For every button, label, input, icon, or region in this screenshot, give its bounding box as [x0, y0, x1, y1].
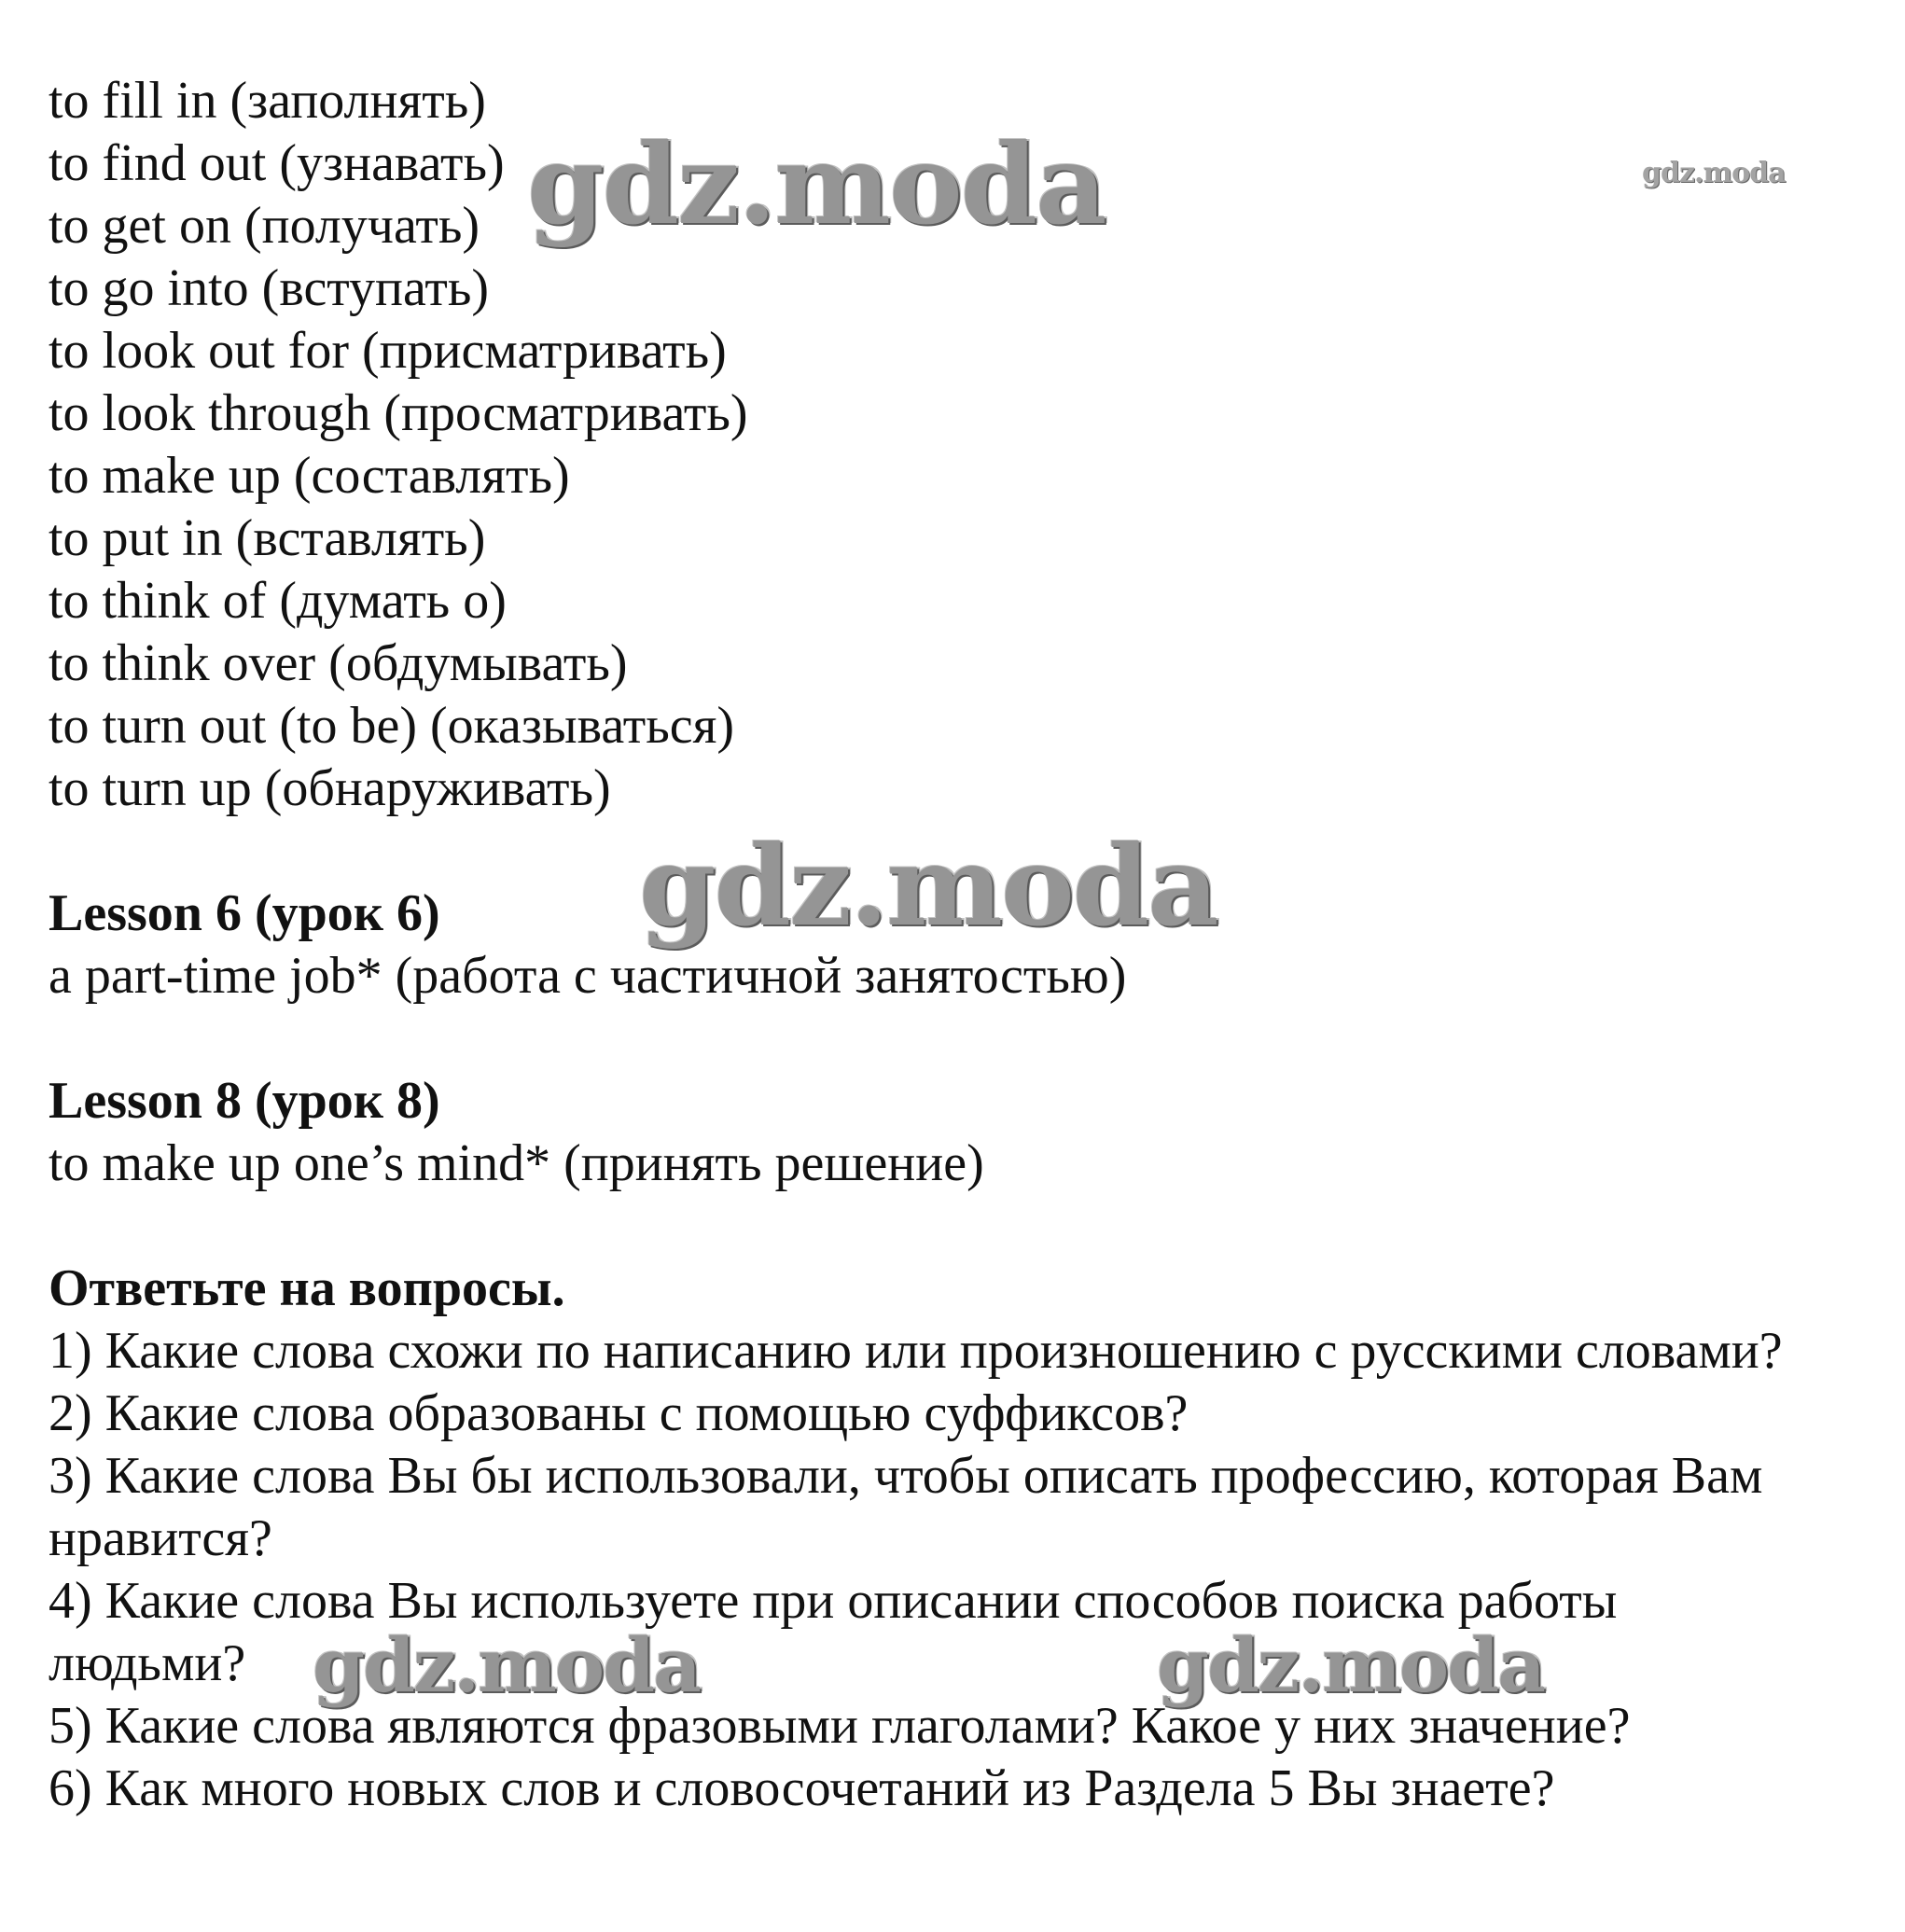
- spacer: [49, 1008, 1877, 1070]
- vocab-line: to make up (составлять): [49, 447, 570, 505]
- lesson-8-section: [49, 1070, 1877, 1195]
- questions-heading: Ответьте на вопросы.: [49, 1259, 565, 1317]
- watermark-logo: gdz.moda: [313, 1621, 700, 1709]
- vocab-line: to turn out (to be) (оказываться): [49, 697, 735, 755]
- spacer: [49, 1195, 1877, 1258]
- vocab-line: to fill in (заполнять): [49, 72, 486, 130]
- vocab-line: to go into (вступать): [49, 259, 490, 317]
- watermark-logo: gdz.moda: [527, 119, 1105, 249]
- question-line: 4) Какие слова Вы используете при описании способов поиска работы: [49, 1572, 1618, 1630]
- question-line: 1) Какие слова схожи по написанию или произношению с русскими словами?: [49, 1322, 1783, 1380]
- question-line: 5) Какие слова являются фразовыми глаголами? Какое у них значение?: [49, 1697, 1631, 1755]
- lesson-8-heading: Lesson 8 (урок 8): [49, 1072, 440, 1130]
- watermark-logo: gdz.moda: [1157, 1621, 1544, 1709]
- question-line: нравится?: [49, 1509, 272, 1567]
- watermark-logo: gdz.moda: [1642, 157, 1786, 189]
- vocab-line: to find out (узнавать): [49, 134, 505, 192]
- vocab-line: to get on (получать): [49, 197, 480, 255]
- question-line: людьми?: [49, 1634, 246, 1692]
- vocab-line: to look through (просматривать): [49, 384, 748, 442]
- vocab-line: to look out for (присматривать): [49, 322, 727, 380]
- vocab-line: to think of (думать о): [49, 572, 507, 630]
- vocab-line: to make up one’s mind* (принять решение): [49, 1134, 984, 1192]
- question-line: 6) Как много новых слов и словосочетаний из Раздела 5 Вы знаете?: [49, 1759, 1555, 1817]
- vocab-line: to put in (вставлять): [49, 509, 486, 567]
- vocab-line: a part-time job* (работа с частичной занятостью): [49, 947, 1127, 1005]
- questions-section: [49, 1258, 1877, 1820]
- watermark-logo: gdz.moda: [639, 821, 1217, 951]
- vocab-line: to think over (обдумывать): [49, 634, 628, 692]
- question-line: 3) Какие слова Вы бы использовали, чтобы описать профессию, которая Вам: [49, 1447, 1763, 1505]
- vocab-line: to turn up (обнаруживать): [49, 759, 611, 817]
- question-line: 2) Какие слова образованы с помощью суффиксов?: [49, 1384, 1189, 1442]
- lesson-6-heading: Lesson 6 (урок 6): [49, 884, 440, 942]
